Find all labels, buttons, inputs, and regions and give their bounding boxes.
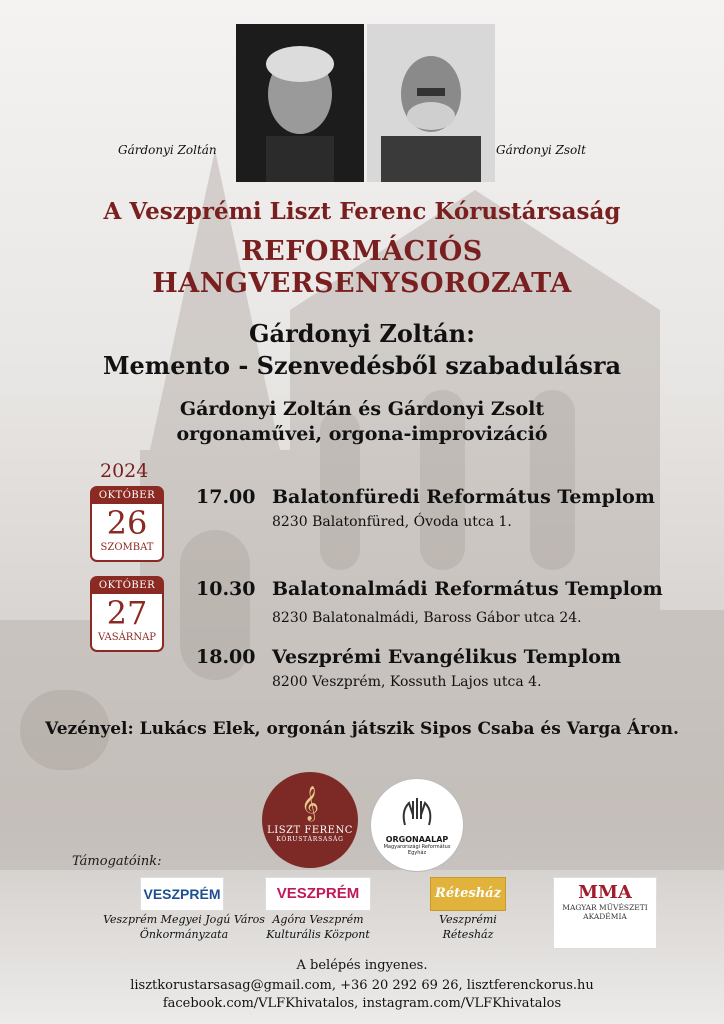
sponsor-logo-text: MMA [578, 882, 632, 903]
organ-hands-icon [397, 795, 437, 831]
sponsor-name-line: Veszprém Megyei Jogú Város [103, 913, 265, 926]
sponsor-logo-agora [265, 877, 371, 911]
liszt-logo-line2: KÓRUSTÁRSASÁG [276, 836, 344, 843]
event-time: 17.00 [196, 486, 256, 508]
liszt-ferenc-logo [262, 772, 358, 868]
portrait-gardonyi-zsolt [367, 24, 495, 182]
contact-line: lisztkorustarsasag@gmail.com, +36 20 292 69 26, lisztferenckorus.hu [130, 978, 594, 993]
series-title [0, 236, 724, 300]
portrait-caption-left: Gárdonyi Zoltán [118, 143, 217, 157]
performers-line: Vezényel: Lukács Elek, orgonán játszik Sipos Csaba és Varga Áron. [45, 719, 679, 739]
sponsor-name-veszprem [96, 912, 272, 942]
mma-name-line2: AKADÉMIA [583, 912, 627, 921]
orgonaalap-subtext: Magyarországi Református Egyház [383, 844, 451, 856]
mma-name-line1: MAGYAR MŰVÉSZETI [562, 903, 648, 912]
society-title: A Veszprémi Liszt Ferenc Kórustársaság [103, 198, 621, 225]
calendar-month: OKTÓBER [92, 488, 162, 504]
liszt-logo-line1: LISZT FERENC [267, 825, 353, 836]
year-label: 2024 [100, 460, 149, 482]
event-time: 10.30 [196, 578, 256, 600]
event-address: 8230 Balatonalmádi, Baross Gábor utca 24. [272, 610, 582, 626]
calendar-weekday: VASÁRNAP [97, 632, 157, 643]
program-subtitle [0, 397, 724, 447]
event-address: 8230 Balatonfüred, Óvoda utca 1. [272, 514, 512, 530]
social-line: facebook.com/VLFKhivatalos, instagram.com/VLFKhivatalos [162, 996, 562, 1011]
calendar-weekday: SZOMBAT [100, 542, 154, 553]
sponsor-logo-reteshaz [430, 877, 506, 911]
sponsor-name-line: Rétesház [442, 928, 494, 941]
sponsors-label: Támogatóink: [72, 854, 162, 869]
sponsor-name-agora [250, 912, 386, 942]
event-address: 8200 Veszprém, Kossuth Lajos utca 4. [272, 674, 542, 690]
orgonaalap-logo [370, 778, 464, 872]
event-venue: Balatonfüredi Református Templom [272, 486, 655, 508]
series-title-line1: REFORMÁCIÓS [241, 236, 483, 267]
program-subtitle-line2: orgonaművei, orgona-improvizáció [176, 423, 548, 445]
calendar-oct-26 [90, 486, 164, 562]
event-time: 18.00 [196, 646, 256, 668]
event-venue: Veszprémi Evangélikus Templom [272, 646, 622, 668]
calendar-month: OKTÓBER [92, 578, 162, 594]
work-title-line1: Gárdonyi Zoltán: [249, 319, 475, 348]
portrait-caption-right: Gárdonyi Zsolt [496, 143, 586, 157]
work-title-line2: Memento - Szenvedésből szabadulásra [102, 351, 622, 380]
calendar-day: 26 [106, 504, 148, 542]
orgonaalap-text: ORGONAALAP [385, 835, 449, 844]
sponsor-name-line: Kulturális Központ [266, 928, 370, 941]
program-subtitle-line1: Gárdonyi Zoltán és Gárdonyi Zsolt [179, 398, 545, 420]
sponsor-name-line: Agóra Veszprém [272, 913, 364, 926]
sponsor-name-reteshaz [420, 912, 516, 942]
sponsor-logo-mma [553, 877, 657, 949]
sponsor-logo-text: Rétesház [435, 886, 501, 901]
sponsor-name-line: Önkormányzata [139, 928, 229, 941]
sponsor-name-line: Veszprémi [439, 913, 497, 926]
portrait-gardonyi-zoltan [236, 24, 364, 182]
calendar-day: 27 [106, 594, 148, 632]
event-venue: Balatonalmádi Református Templom [272, 578, 663, 600]
sponsor-logo-text: VESZPRÉM [143, 886, 221, 902]
free-entry-note: A belépés ingyenes. [296, 958, 428, 973]
calendar-oct-27 [90, 576, 164, 652]
work-title [0, 318, 724, 382]
sponsor-logo-text: VESZPRÉM [276, 885, 360, 902]
series-title-line2: HANGVERSENYSOROZATA [152, 268, 572, 299]
sponsor-logo-veszprem [140, 877, 224, 911]
treble-clef-icon: 𝄞 [301, 786, 319, 821]
